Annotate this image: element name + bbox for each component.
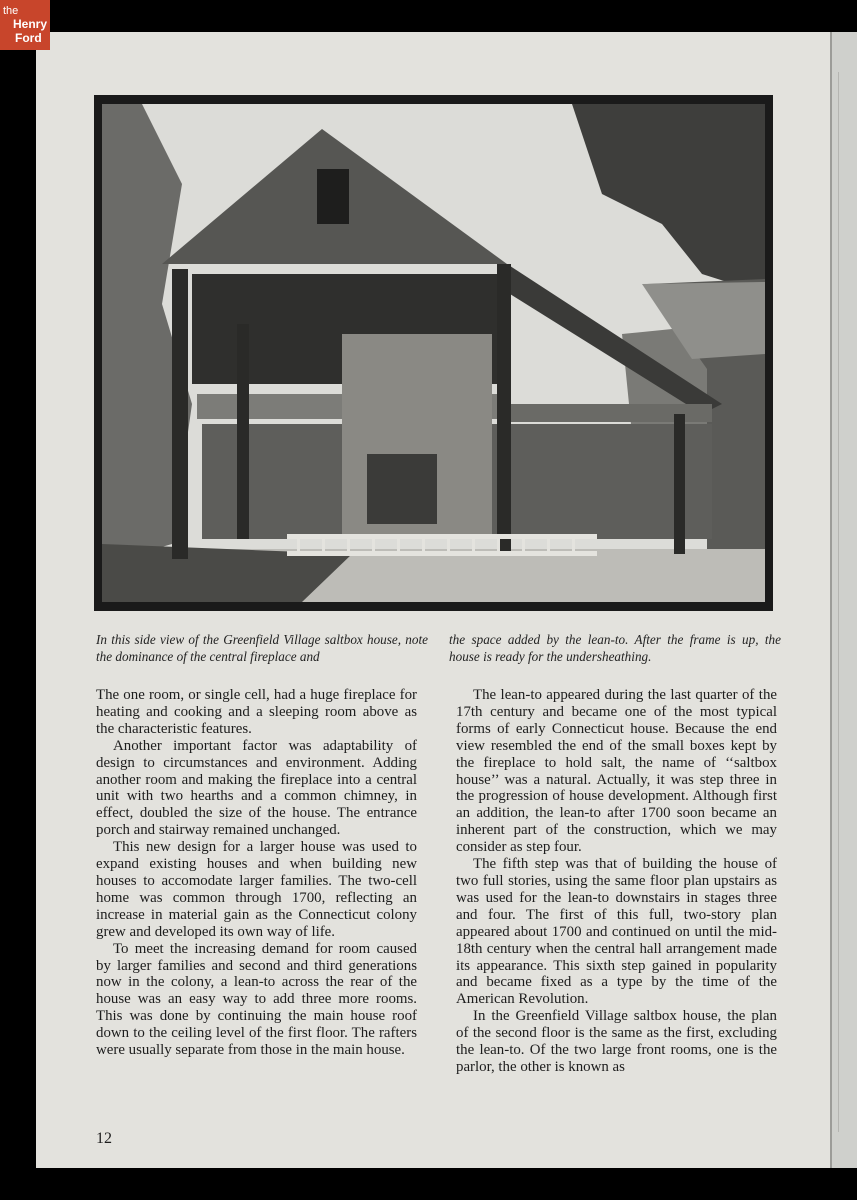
paragraph: In the Greenfield Village saltbox house, the plan of the second floor is the same as the first, excluding the lean-to. Of the two large front rooms, one is the parlor, the other is known as bbox=[456, 1008, 777, 1075]
photo-caption-right: the space added by the lean-to. After the frame is up, the house is ready for the undersheathing. bbox=[449, 632, 781, 664]
body-column-right bbox=[456, 687, 777, 1076]
paragraph: Another important factor was adaptability of design to circumstances and environment. Adding another room and making the fireplace into a central unit with two hearths and a common chimney, in effect, doubled the size of the house. The entrance porch and stairway remained unchanged. bbox=[96, 737, 417, 839]
paragraph: The lean-to appeared during the last quarter of the 17th century and became one of the most typical forms of early Connecticut house. Because the end view resembled the end of the small boxes kept by the fireplace to hold salt, the name of ‘‘saltbox house’’ was a natural. Actually, it was step three in the progression of house development. Although first an addition, the lean-to after 1700 soon became an inherent part of the construction, which we may consider as step four. bbox=[456, 687, 777, 856]
paragraph: The one room, or single cell, had a huge fireplace for heating and cooking and a sleeping room above as the characteristic features. bbox=[96, 687, 417, 737]
photo-caption-left: In this side view of the Greenfield Village saltbox house, note the dominance of the central fireplace and bbox=[96, 632, 428, 664]
house-frame-image bbox=[102, 104, 765, 602]
paragraph: The fifth step was that of building the house of two full stories, using the same floor plan upstairs as was used for the lean-to downstairs in stages three and four. The first of this full, two-story plan appeared about 1700 and continued on until the mid-18th century when the central hall arrangement made its appearance. This sixth step gained in popularity and became fixed as a type by the time of the American Revolution. bbox=[456, 856, 777, 1008]
page-number: 12 bbox=[96, 1130, 112, 1147]
body-column-left bbox=[96, 687, 417, 1059]
paragraph: To meet the increasing demand for room caused by larger families and second and third generations now in the colony, a lean-to across the rear of the house was an easy way to add three more rooms. This was done by continuing the main house roof down to the ceiling level of the first floor. The rafters were usually separate from those in the main house. bbox=[96, 940, 417, 1059]
henry-ford-logo: the Henry Ford bbox=[0, 0, 50, 50]
paragraph: This new design for a larger house was used to expand existing houses and when building new houses to accomodate larger families. The two-cell home was common through 1700, reflecting an increase in material gain as the Connecticut colony grew and developed its own way of life. bbox=[96, 839, 417, 940]
saltbox-house-photo bbox=[94, 95, 773, 611]
next-page-edge bbox=[830, 32, 857, 1168]
